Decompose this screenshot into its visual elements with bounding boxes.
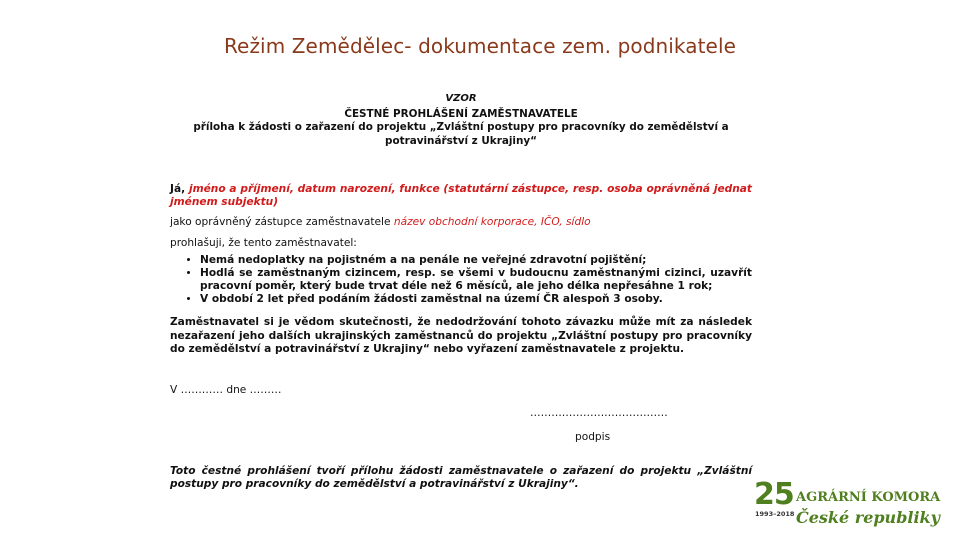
footnote: Toto čestné prohlášení tvoří přílohu žádosti zaměstnavatele o zařazení do projektu „Zvláštní postupy pro pracovníky do zemědělství a potravinářství z Ukrajiny“.	[170, 464, 752, 490]
list-item: • Hodlá se zaměstnaným cizincem, resp. se všemi v budoucnu zaměstnanými cizinci, uzavřít pracovní poměr, který bude trvat déle než 6 měsíců, ale jeho délka nepřesáhne 1 rok;	[200, 267, 752, 293]
document-subtitle-line2: potravinářství z Ukrajiny“	[385, 134, 537, 147]
list-item: • V období 2 let před podáním žádosti zaměstnal na území ČR alespoň 3 osoby.	[200, 293, 752, 306]
logo-name-line2: České republiky	[796, 508, 940, 527]
list-item: • Nemá nedoplatky na pojistném a na penále ne veřejné zdravotní pojištění;	[200, 254, 752, 267]
place-date-line: V ………… dne ………	[170, 384, 282, 397]
slide-title: Režim Zemědělec- dokumentace zem. podnikatele	[223, 34, 737, 58]
document-label: VZOR	[445, 93, 477, 104]
document-image	[170, 92, 752, 491]
company-placeholder: název obchodní korporace, IČO, sídlo	[393, 216, 591, 229]
declaration-intro: prohlašuji, že tento zaměstnavatel:	[170, 237, 357, 250]
declarant-paragraph	[170, 183, 752, 209]
declarant-placeholder: jméno a příjmení, datum narození, funkce (statutární zástupce, resp. osoba oprávněná jednat jménem subjektu)	[170, 182, 752, 209]
logo-years: 1993–2018	[755, 510, 795, 518]
conditions-list	[170, 254, 752, 307]
representative-paragraph	[170, 216, 752, 229]
signature-label: podpis	[575, 431, 611, 444]
employer-awareness-paragraph: Zaměstnavatel si je vědom skutečnosti, že nedodržování tohoto závazku může mít za následek nezařazení jeho dalších ukrajinských zaměstnanců do projektu „Zvláštní postupy pro pracovníky do zemědělství a potravinářství z Ukrajiny“ nebo vyřazení zaměstnavatele z projektu.	[170, 316, 752, 355]
signature-line: …………………………………	[530, 407, 668, 420]
logo-name-line1: AGRÁRNÍ KOMORA	[796, 490, 941, 505]
document-title: ČESTNÉ PROHLÁŠENÍ ZAMĚSTNAVATELE	[344, 108, 578, 121]
representative-prefix: jako oprávněný zástupce zaměstnavatele	[170, 216, 394, 229]
logo-anniversary-number: 25	[754, 477, 794, 512]
declarant-prefix: Já,	[170, 182, 189, 195]
document-subtitle-line1: příloha k žádosti o zařazení do projektu „Zvláštní postupy pro pracovníky do zemědělství a	[193, 121, 729, 134]
agrarni-komora-logo	[754, 477, 954, 534]
